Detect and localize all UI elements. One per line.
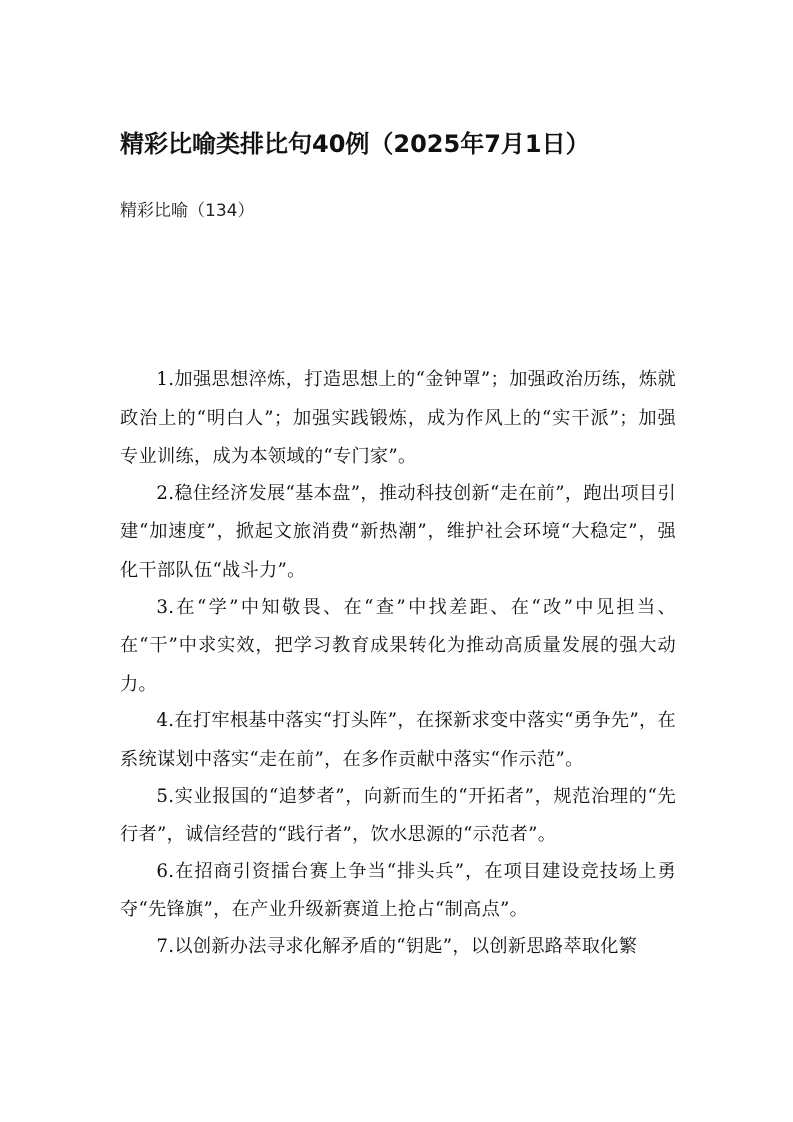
paragraph-2: 2.稳住经济发展“基本盘”，推动科技创新“走在前”，跑出项目引建“加速度”，掀起文旅消费“新热潮”，维护社会环境“大稳定”，强化干部队伍“战斗力”。 <box>120 482 676 581</box>
paragraph-1: 1.加强思想淬炼，打造思想上的“金钟罩”；加强政治历练，炼就政治上的“明白人”；加强实践锻炼，成为作风上的“实干派”；加强专业训练，成为本领域的“专门家”。 <box>120 369 676 468</box>
document-subtitle: 精彩比喻（134） <box>120 201 255 221</box>
document-body <box>120 361 676 965</box>
paragraph-5: 5.实业报国的“追梦者”，向新而生的“开拓者”，规范治理的“先行者”，诚信经营的“践行者”，饮水思源的“示范者”。 <box>120 785 676 846</box>
paragraph-3: 3.在“学”中知敬畏、在“查”中找差距、在“改”中见担当、在“干”中求实效，把学习教育成果转化为推动高质量发展的强大动力。 <box>120 596 676 695</box>
document-title: 精彩比喻类排比句40例（2025年7月1日） <box>120 130 590 158</box>
paragraph-7: 7.以创新办法寻求化解矛盾的“钥匙”，以创新思路萃取化繁 <box>156 935 638 957</box>
paragraph-4: 4.在打牢根基中落实“打头阵”，在探新求变中落实“勇争先”，在系统谋划中落实“走在前”，在多作贡献中落实“作示范”。 <box>120 710 676 770</box>
paragraph-6: 6.在招商引资擂台赛上争当“排头兵”，在项目建设竞技场上勇夺“先锋旗”，在产业升级新赛道上抢占“制高点”。 <box>120 860 676 921</box>
